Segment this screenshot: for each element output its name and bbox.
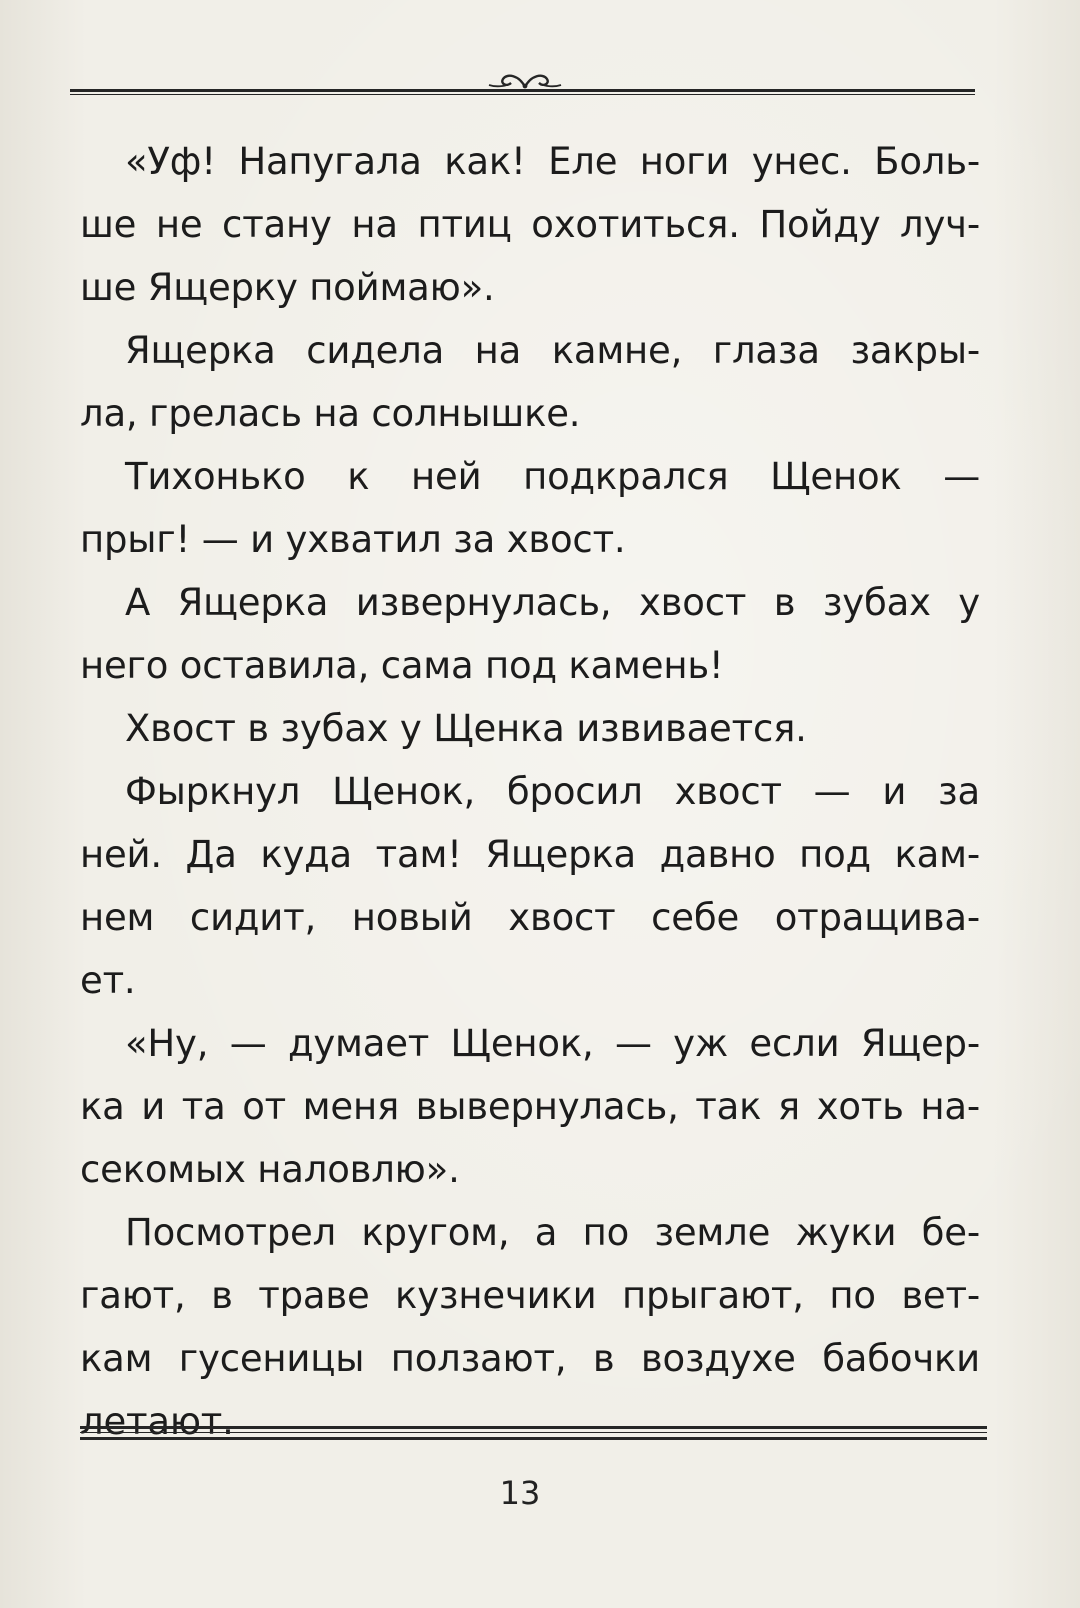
text-line: него оставила, сама под камень!	[80, 644, 724, 687]
text-line: А Ящерка извернулась, хвост в зубах у	[125, 581, 980, 624]
text-line: ше не стану на птиц охотиться. Пойду луч-	[80, 203, 980, 246]
text-line: секомых наловлю».	[80, 1148, 460, 1191]
text-line: ней. Да куда там! Ящерка давно под кам-	[80, 833, 980, 876]
text-line: ка и та от меня вывернулась, так я хоть на-	[80, 1085, 980, 1128]
header-rule	[70, 89, 975, 95]
text-line: «Уф! Напугала как! Еле ноги унес. Боль-	[125, 140, 980, 183]
text-line: «Ну, — думает Щенок, — уж если Ящер-	[125, 1022, 980, 1065]
text-line: гают, в траве кузнечики прыгают, по вет-	[80, 1274, 980, 1317]
text-line: Ящерка сидела на камне, глаза закры-	[125, 329, 980, 372]
page-body-text	[80, 130, 980, 1453]
text-line: Хвост в зубах у Щенка извивается.	[125, 707, 807, 750]
footer-rule	[80, 1426, 987, 1440]
text-line: Тихонько к ней подкрался Щенок —	[125, 455, 980, 498]
text-line: Фыркнул Щенок, бросил хвост — и за	[125, 770, 980, 813]
text-line: нем сидит, новый хвост себе отращива-	[80, 896, 980, 939]
text-line: ет.	[80, 959, 136, 1002]
text-line: Посмотрел кругом, а по земле жуки бе-	[125, 1211, 980, 1254]
text-line: кам гусеницы ползают, в воздухе бабочки	[80, 1337, 980, 1380]
text-line: летают.	[80, 1400, 234, 1443]
text-line: прыг! — и ухватил за хвост.	[80, 518, 626, 561]
page-number: 13	[499, 1474, 541, 1512]
text-line: ла, грелась на солнышке.	[80, 392, 581, 435]
text-line: ше Ящерку поймаю».	[80, 266, 495, 309]
